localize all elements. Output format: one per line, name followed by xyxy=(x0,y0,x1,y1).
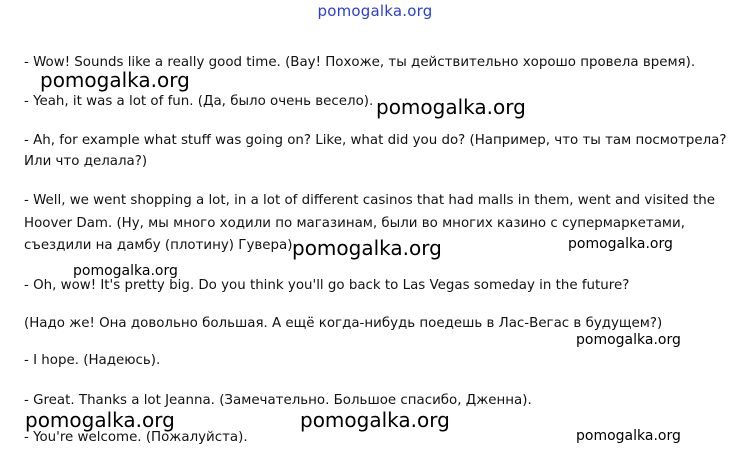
dialogue-line: - Great. Thanks a lot Jeanna. (Замечательно. Большое спасибо, Дженна). xyxy=(24,393,532,408)
dialogue-line: - Ah, for example what stuff was going on? Like, what did you do? (Например, что ты там посмотрела? xyxy=(24,133,727,148)
dialogue-line: - Oh, wow! It's pretty big. Do you think you'll go back to Las Vegas someday in the future? xyxy=(24,278,630,293)
watermark: pomogalka.org xyxy=(25,408,175,432)
dialogue-line: Или что делала?) xyxy=(24,154,148,169)
dialogue-line: - Wow! Sounds like a really good time. (Вау! Похоже, ты действительно хорошо провела время). xyxy=(24,55,696,70)
watermark: pomogalka.org xyxy=(300,408,450,432)
dialogue-line: - I hope. (Надеюсь). xyxy=(24,353,161,368)
dialogue-line: - Yeah, it was a lot of fun. (Да, было очень весело). xyxy=(24,94,374,109)
dialogue-line: - You're welcome. (Пожалуйста). xyxy=(24,430,248,445)
watermark: pomogalka.org xyxy=(292,236,442,260)
dialogue-line: - Well, we went shopping a lot, in a lot of different casinos that had malls in them, went and visited the xyxy=(24,193,715,208)
watermark: pomogalka.org xyxy=(576,332,681,348)
dialogue-line: (Надо же! Она довольно большая. А ещё когда-нибудь поедешь в Лас-Вегас в будущем?) xyxy=(24,316,663,331)
watermark: pomogalka.org xyxy=(576,428,681,444)
dialogue-line: съездили на дамбу (плотину) Гувера). xyxy=(24,238,297,253)
dialogue-line: Hoover Dam. (Ну, мы много ходили по магазинам, были во многих казино с супермаркетами, xyxy=(24,216,685,231)
watermark: pomogalka.org xyxy=(376,95,526,119)
site-header-link[interactable]: pomogalka.org xyxy=(317,2,433,20)
watermark: pomogalka.org xyxy=(568,236,673,252)
watermark: pomogalka.org xyxy=(73,263,178,279)
watermark: pomogalka.org xyxy=(40,68,190,92)
